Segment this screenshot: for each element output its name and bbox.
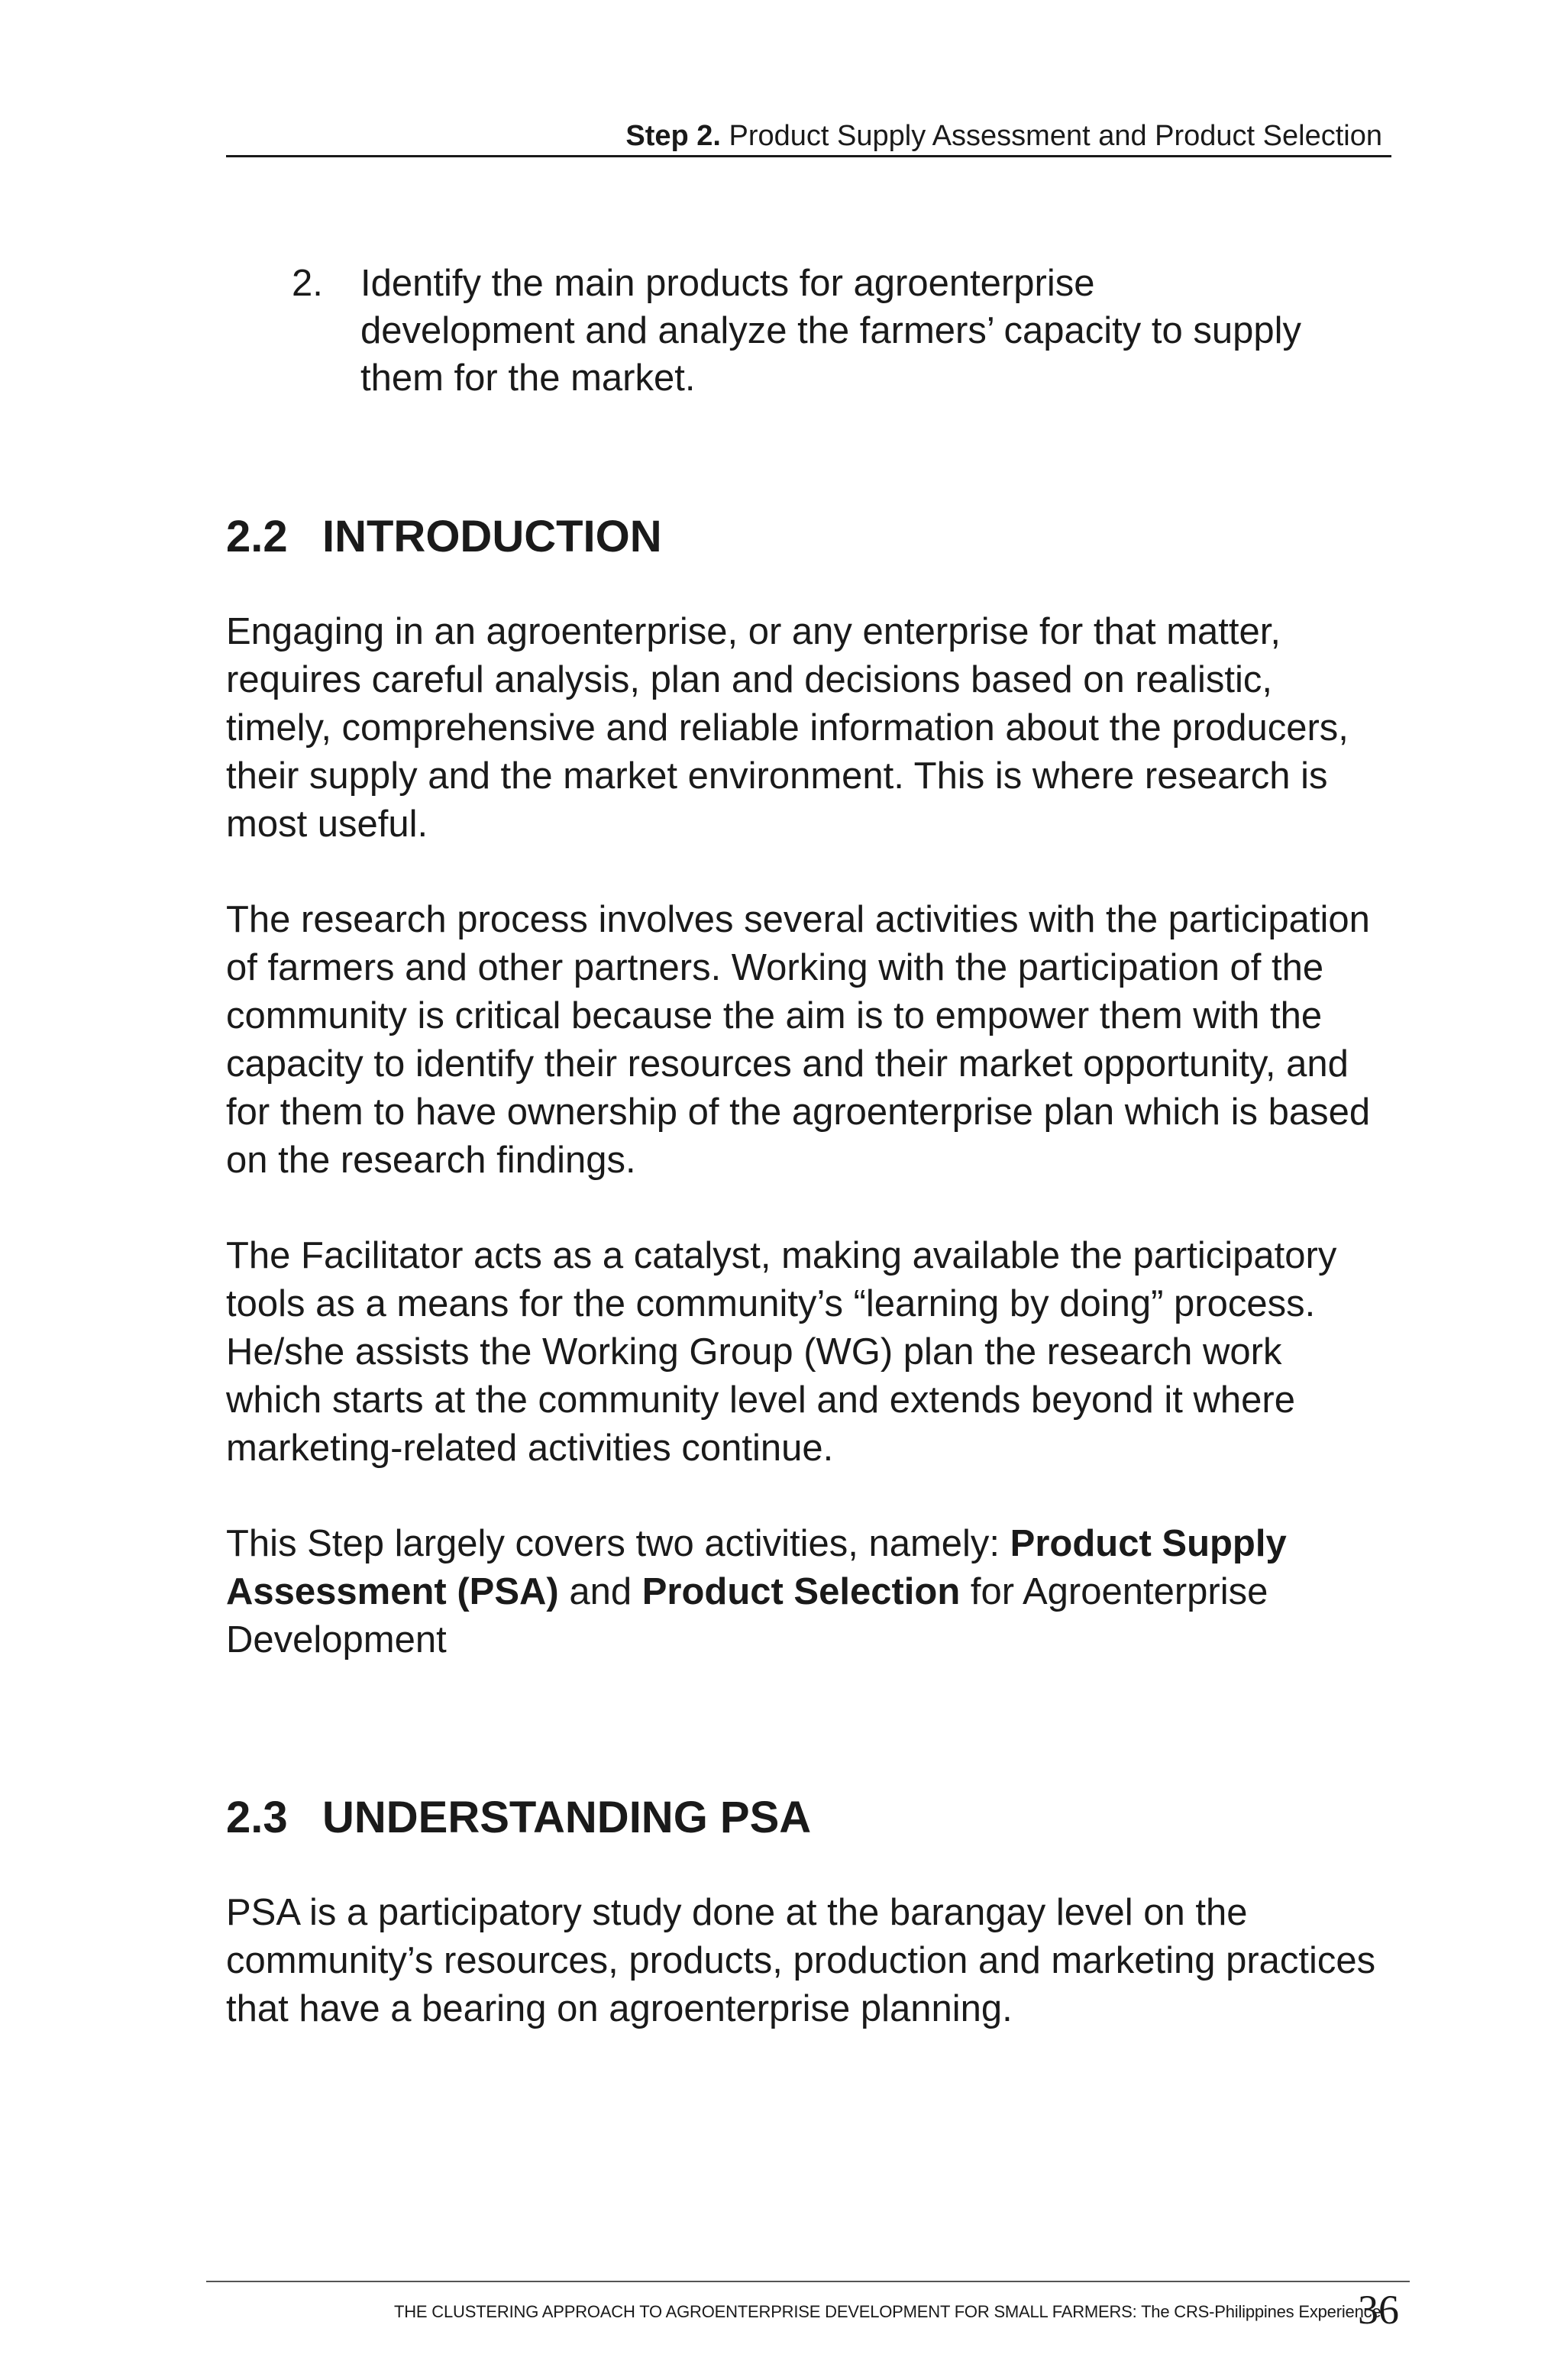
activities-connector: and: [558, 1571, 642, 1612]
objective-item: [292, 260, 1387, 402]
activity-psa: Product Supply Assessment (PSA): [226, 1523, 1287, 1612]
section-title: UNDERSTANDING PSA: [322, 1793, 812, 1842]
section-spacer: [226, 1712, 1387, 1791]
section-title: INTRODUCTION: [322, 512, 662, 561]
section-number: 2.3: [226, 1793, 288, 1842]
intro-paragraph-1: Engaging in an agroenterprise, or any enterprise for that matter, requires careful analysis, plan and decisions based on realistic, timely, comprehensive and reliable information about the producers, their supply and the market environment. This is where research is most useful.: [226, 611, 1349, 845]
header-title: Product Supply Assessment and Product Selection: [729, 120, 1382, 152]
header-rule: [226, 155, 1391, 157]
intro-paragraph-2: The research process involves several activities with the participation of farmers and other partners. Working with the participation of the community is critical because the aim is to empower them with the capacity to identify their resources and their market opportunity, and for them to have ownership of the agroenterprise plan which is based on the research findings.: [226, 899, 1371, 1181]
psa-paragraph: PSA is a participatory study done at the barangay level on the community’s resources, products, production and marketing practices that have a bearing on agroenterprise planning.: [226, 1892, 1376, 2029]
running-header: [226, 115, 1391, 157]
footer-book-title: THE CLUSTERING APPROACH TO AGROENTERPRISE DEVELOPMENT FOR SMALL FARMERS: The CRS-Philippines Experience: [394, 2302, 1381, 2321]
running-header-text: [625, 119, 1382, 153]
page-content: [226, 260, 1387, 2081]
intro-paragraph-3: The Facilitator acts as a catalyst, making available the participatory tools as a means for the community’s “learning by doing” process. He/she assists the Working Group (WG) plan the research work which starts at the community level and extends beyond it where marketing-related activities continue.: [226, 1235, 1337, 1469]
activities-lead: This Step largely covers two activities, namely:: [226, 1523, 1010, 1564]
objective-text: Identify the main products for agroenterprise development and analyze the farmers’ capacity to supply them for the market.: [360, 263, 1302, 399]
activities-tail: for Agroenterprise Development: [226, 1571, 1268, 1661]
section-heading-psa: [226, 1791, 1387, 1845]
step-label: Step 2.: [625, 120, 721, 152]
section-number: 2.2: [226, 512, 288, 561]
activity-product-selection: Product Selection: [641, 1571, 961, 1612]
section-heading-introduction: [226, 510, 1387, 564]
footer-rule: [206, 2281, 1410, 2282]
page-number: 36: [1358, 2287, 1399, 2333]
objective-number: 2.: [292, 263, 323, 304]
page-footer: [206, 2281, 1410, 2342]
activities-paragraph: [226, 1520, 1387, 1664]
